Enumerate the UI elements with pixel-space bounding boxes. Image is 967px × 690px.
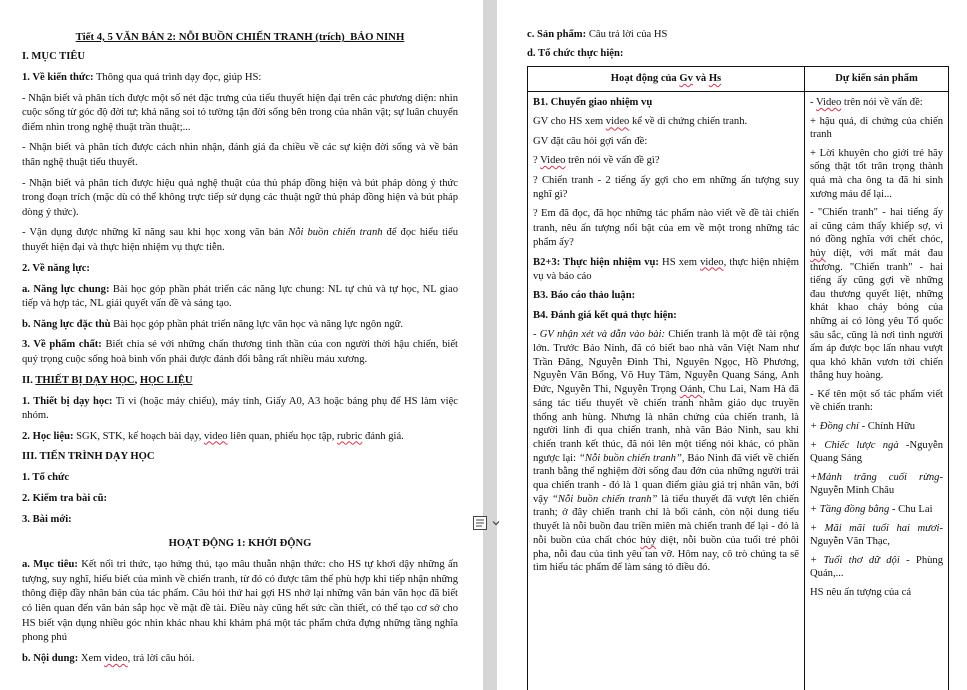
spell-oanh[interactable]: Oánh	[679, 384, 703, 396]
text-noi-dung-a: Xem	[78, 652, 105, 664]
page-gutter	[483, 0, 497, 690]
step-b4: B4. Đánh giá kết quả thực hiện:	[533, 309, 677, 321]
step-b23	[533, 256, 799, 285]
paragraph-hoc-lieu	[22, 430, 458, 445]
text-nl-chung: Bài học góp phần phát triển các năng lực chung: NL tự chủ và tự học, NL giao tiếp và hợp tác, NL giải quyết vấn đề và sáng tạo.	[22, 283, 458, 310]
spell-video-2[interactable]: video	[104, 652, 128, 664]
label-muc-tieu: a. Mục tiêu:	[22, 559, 78, 571]
text-gv-nx-i: - GV nhận xét và dẫn vào bài:	[533, 329, 666, 341]
work-title-6: + Tuổi thơ dữ dội	[810, 554, 900, 566]
label-pham-chat: 3. Về phẩm chất:	[22, 339, 102, 351]
header-hoat-dong	[528, 67, 805, 92]
work-author-2: -Nguyễn Quang Sáng	[810, 439, 943, 465]
spell-video[interactable]: video	[204, 430, 228, 442]
text-b23-b: , thực hiện nhiệm vụ và báo cáo	[533, 256, 799, 283]
line-san-pham	[527, 28, 947, 42]
paragraph-muc-tieu	[22, 558, 458, 646]
text-hoc-lieu-a: SGK, STK, kế hoạch bài dạy,	[73, 430, 205, 442]
teacher-commentary	[533, 328, 799, 575]
expected-2: + hậu quả, di chứng của chiến tranh	[810, 115, 943, 141]
spell-huy[interactable]: hủy	[640, 534, 657, 546]
heading-thiet-bi-text: THIẾT BỊ DẠY HỌC	[35, 374, 135, 386]
cell-activities-inner	[533, 96, 799, 690]
heading-hoat-dong-1: HOẠT ĐỘNG 1: KHỞI ĐỘNG	[168, 538, 312, 550]
spell-video-3[interactable]: video	[605, 116, 630, 128]
chevron-down-icon	[491, 518, 501, 528]
text-gv-nx-3: , Bảo Ninh đã viết về chiến tranh bằng thể nghiệm đời sống đau đớn của những người trải qua chiến tranh - đó là 1 quan điểm giàu giá trị nhân văn, bởi vậy	[533, 452, 799, 505]
cell-expected-inner	[810, 96, 943, 690]
text-gv-nx-q2: “Nỗi buồn chiến tranh”	[552, 493, 658, 505]
work-author-1: - Chính Hữu	[858, 421, 915, 433]
text-hoc-lieu-c: đánh giá.	[362, 430, 404, 442]
text-kt4-title: Nỗi buồn chiến tranh	[288, 227, 383, 239]
paragraph-nl-chung	[22, 283, 458, 312]
label-san-pham: c. Sản phẩm:	[527, 29, 587, 40]
paragraph-nl-dac-thu	[22, 318, 458, 333]
page-left-content	[22, 30, 458, 672]
text-r4-a: - "Chiến tranh" - hai tiếng ấy ai cũng cảm thấy khiếp sợ, vì nó đồng nghĩa với chết chóc,	[810, 207, 943, 246]
work-tang-dong-bang	[810, 503, 943, 517]
table-header-row	[528, 67, 949, 92]
question-2: ? Chiến tranh - 2 tiếng ấy gợi cho em những ấn tượng suy nghĩ gì?	[533, 174, 799, 201]
label-kien-thuc: 1. Về kiến thức:	[22, 72, 94, 83]
paragraph-kt3: - Nhận biết và phân tích được hiệu quả nghệ thuật của thủ pháp đồng hiện và bút pháp dòng ý thức trong đoạn trích (mặc dù có thể không trực tiếp sử dụng các thuật ngữ thủ pháp đồng hiện và bút pháp dòng ý thức).	[22, 177, 458, 218]
header-hoat-dong-a: Hoạt động của	[610, 73, 680, 84]
line-to-chuc: d. Tổ chức thực hiện:	[527, 48, 624, 59]
paragraph-thiet-bi	[22, 395, 458, 424]
heading-kiem-tra: 2. Kiểm tra bài cũ:	[22, 493, 108, 505]
text-gv-nx-1: Chiến tranh là một đề tài rộng lớn. Trước Bảo Ninh, đã có biết bao nhà văn Việt Nam như Trần Đăng, Nguyễn Đình Thi, Nguyên Ngọc, Hồ Phương, Nguyễn Văn Bổng, Võ Huy Tâm, Nguyễn Quang Sáng, Anh Đức, Nguyễn Thi, Nguyễn Trọng	[533, 329, 799, 396]
heading-bai-moi: 3. Bài mới:	[22, 514, 72, 526]
expected-3: + Lời khuyên cho giới trẻ hãy sống thật tốt trân trọng thành quả mà cha ông ta đã hi sinh xương máu để lại...	[810, 147, 943, 200]
text-b23-a: HS xem	[658, 256, 701, 268]
document-lines-icon	[472, 515, 488, 531]
spell-video-5[interactable]: video	[700, 256, 724, 268]
document-page-right	[497, 0, 967, 690]
label-b23: B2+3: Thực hiện nhiệm vụ:	[533, 256, 659, 268]
header-du-kien: Dự kiến sản phẩm	[805, 67, 949, 92]
work-chiec-luoc-nga	[810, 439, 943, 466]
text-r4-b: diệt, với mất mát đau thương. "Chiến tranh" - hai tiếng ấy cũng gợi về những đau thương quyết liệt, những khát khao cháy bỏng của những ai có lòng yêu Tổ quốc sâu sắc, cũng là nơi tình người ấm áp được bọc lấn nhau vượt qua khó khăn vươn tới chiến thắng huy hoàng.	[810, 247, 943, 382]
heading-tien-trinh: III. TIẾN TRÌNH DẠY HỌC	[22, 451, 155, 463]
spell-gv[interactable]: Gv	[679, 73, 693, 84]
activity-table	[527, 66, 949, 690]
work-title-4: + Tầng đồng bằng	[810, 504, 890, 516]
spell-hs[interactable]: Hs	[708, 73, 722, 84]
question-1	[533, 154, 799, 168]
text-gv1-a: GV cho HS xem	[533, 116, 606, 128]
step-b1: B1. Chuyển giao nhiệm vụ	[533, 97, 653, 108]
text-hoc-lieu-b: liên quan, phiếu học tập,	[227, 430, 338, 442]
spell-video-4[interactable]: Video	[540, 155, 566, 167]
work-manh-trang	[810, 471, 943, 498]
text-q1-a: ?	[533, 155, 541, 167]
spell-huy-2[interactable]: hủy	[810, 247, 826, 259]
work-tuoi-tho	[810, 554, 943, 581]
line-gv1	[533, 115, 799, 129]
paragraph-kt1: - Nhận biết và phân tích được một số nét đặc trưng của tiểu thuyết hiện đại trên các phương diện: nhìn cuộc sống từ góc độ đời tư; khả năng soi tỏ tường tận đời sống bên trong của nhân vật; sự luân chuyển điểm nhìn trong nghệ thuật trần thuật;...	[22, 92, 458, 133]
paste-options-button[interactable]	[472, 513, 506, 533]
text-kt4-b: để đọc hiểu tiểu thuyết hiện đại và thực hiện nhiệm vụ thực tiễn.	[22, 227, 458, 253]
cell-activities	[528, 92, 805, 690]
lesson-title	[22, 30, 458, 44]
heading-thiet-bi-num: II.	[22, 374, 36, 386]
text-thiet-bi: Ti vi (hoặc máy chiếu), máy tính, Giấy A0, A3 hoặc bảng phụ để HS làm việc nhóm.	[22, 395, 458, 422]
expected-5: - Kể tên một số tác phẩm viết về chiến tranh:	[810, 388, 943, 414]
work-author-3: - Nguyễn Minh Châu	[810, 471, 943, 497]
text-nl-dac-thu: Bài học góp phần phát triển năng lực văn học và năng lực ngôn ngữ.	[110, 318, 404, 330]
text-q1-b: trên nói về vấn đề gì?	[565, 155, 660, 167]
lesson-title-text: Tiết 4, 5 VĂN BẢN 2: NỖI BUỒN CHIẾN TRANH (trích)_BẢO NINH	[75, 31, 405, 43]
expected-4	[810, 206, 943, 383]
table-row	[528, 92, 949, 690]
text-gv1-b: kể về di chứng chiến tranh.	[629, 116, 748, 128]
expected-1	[810, 96, 943, 110]
heading-thiet-bi	[22, 374, 458, 388]
expected-12: HS nêu ấn tượng của cá	[810, 587, 912, 598]
text-gv-nx-4: là tiểu thuyết đã vượt lên chiến tranh; ở đây chiến tranh chỉ là bối cảnh, còn nội dung tiểu thuyết là nỗi buồn đau triền miên mà chiến tranh để lại - đó là nỗi buồn của chất chóc	[533, 493, 799, 546]
text-noi-dung-b: , trả lời câu hỏi.	[127, 652, 195, 664]
heading-muc-tieu: I. MỤC TIÊU	[22, 51, 86, 62]
work-title-1: + Đồng chí	[810, 421, 859, 433]
spell-video-6[interactable]: Video	[816, 97, 842, 108]
question-3: ? Em đã đọc, đã học những tác phẩm nào viết về đề tài chiến tranh, nêu ấn tượng nổi bật của em về một trong những tác phẩm ấy?	[533, 208, 799, 249]
line-gv2: GV đặt câu hỏi gợi vấn đề:	[533, 135, 648, 147]
spell-rubric[interactable]: rubric	[337, 430, 363, 442]
heading-thiet-bi-sep: ,	[134, 374, 140, 386]
heading-nang-luc: 2. Về năng lực:	[22, 262, 90, 274]
document-page-left	[0, 0, 483, 690]
text-gv-nx-5: diệt, nỗi buồn của tuổi trẻ phôi pha, nỗi đau của tình yêu tan vỡ. Hôm nay, cô trò chúng ta sẽ tìm hiểu tác phẩm để làm sáng tỏ điều đó.	[533, 534, 799, 574]
text-gv-nx-q1: “Nỗi buồn chiến tranh”	[578, 452, 682, 464]
heading-to-chuc: 1. Tổ chức	[22, 472, 70, 484]
work-author-6: - Phùng Quán,...	[810, 554, 943, 580]
label-thiet-bi: 1. Thiết bị dạy học:	[22, 395, 113, 407]
work-title-2: + Chiếc lược ngà	[810, 439, 899, 451]
paragraph-kt4	[22, 226, 458, 255]
text-san-pham: Câu trả lời của HS	[586, 29, 668, 40]
label-hoc-lieu: 2. Học liệu:	[22, 430, 74, 442]
label-nl-dac-thu: b. Năng lực đặc thù	[22, 318, 111, 330]
cell-expected-products	[805, 92, 949, 690]
text-r1-b: trên nói về vấn đề:	[841, 97, 923, 108]
step-b3: B3. Báo cáo thảo luận:	[533, 290, 636, 302]
paragraph-pham-chat	[22, 338, 458, 367]
work-dong-chi	[810, 420, 943, 434]
header-hoat-dong-b: và	[692, 73, 709, 84]
paragraph-kien-thuc	[22, 71, 458, 86]
work-title-3: +Mảnh trăng cuối rừng	[810, 471, 940, 483]
text-r1-a: -	[810, 97, 816, 108]
text-gv-nx-2: , Chu Lai, Nam Hà đã sáng tác tiểu thuyết về chiến tranh nhằm giáo dục truyền thống anh hùng. Nhưng là nhân chứng của chiến tranh, là người lính đi qua chiến tranh, nhà văn Bảo Ninh, sau khi chiến tranh kết thúc, đã nói lên một tiếng nói khác, có phần ngược lại:	[533, 384, 799, 464]
text-muc-tieu: Kết nối tri thức, tạo hứng thú, tạo mâu thuẫn nhận thức: cho HS tự khơi dậy những ấn tượng, suy nghĩ, hiểu biết của mình về chiến tranh, từ đó có được tâm thế phù hợp khi tiếp nhận những thông điệp đầy nhân bản của tác phẩm. Câu hỏi thứ hai gợi HS nhớ lại những văn bản văn học đã biết có liên quan đến văn bản sắp học về mặt đề tài. Điều này cũng hết sức cần thiết, có thể tạo cơ sở cho HS biết vận dụng nhiều góc nhìn khác nhau khi khám phá một tác phẩm chứa đựng những tầng nghĩa phong phú	[22, 559, 458, 644]
paragraph-noi-dung	[22, 652, 458, 667]
work-title-5: + Mãi mãi tuổi hai mươi	[810, 522, 940, 534]
work-author-4: - Chu Lai	[889, 504, 933, 516]
paragraph-kt2: - Nhận biết và phân tích được cách nhìn nhận, đánh giá đa chiều về các sự kiện đời sống và về bản thân nghệ thuật tiểu thuyết.	[22, 142, 458, 168]
work-mai-mai	[810, 522, 943, 549]
heading-hoc-lieu-text: HỌC LIỆU	[139, 374, 193, 386]
text-kien-thuc: Thông qua quá trình dạy đọc, giúp HS:	[93, 72, 262, 83]
label-noi-dung: b. Nội dung:	[22, 652, 79, 664]
page-right-content	[527, 28, 947, 66]
text-kt4-a: - Vận dụng được những kĩ năng sau khi học xong văn bản	[22, 227, 289, 239]
work-author-5: - Nguyễn Văn Thạc,	[810, 522, 943, 548]
text-pham-chat: Biết chia sẻ với những chấn thương tinh thần của con người thời hậu chiến, biết quý trọng cuộc sống hoà bình vốn phải được đánh đổi bằng rất nhiều máu xương.	[22, 339, 458, 365]
label-nl-chung: a. Năng lực chung:	[22, 283, 110, 295]
